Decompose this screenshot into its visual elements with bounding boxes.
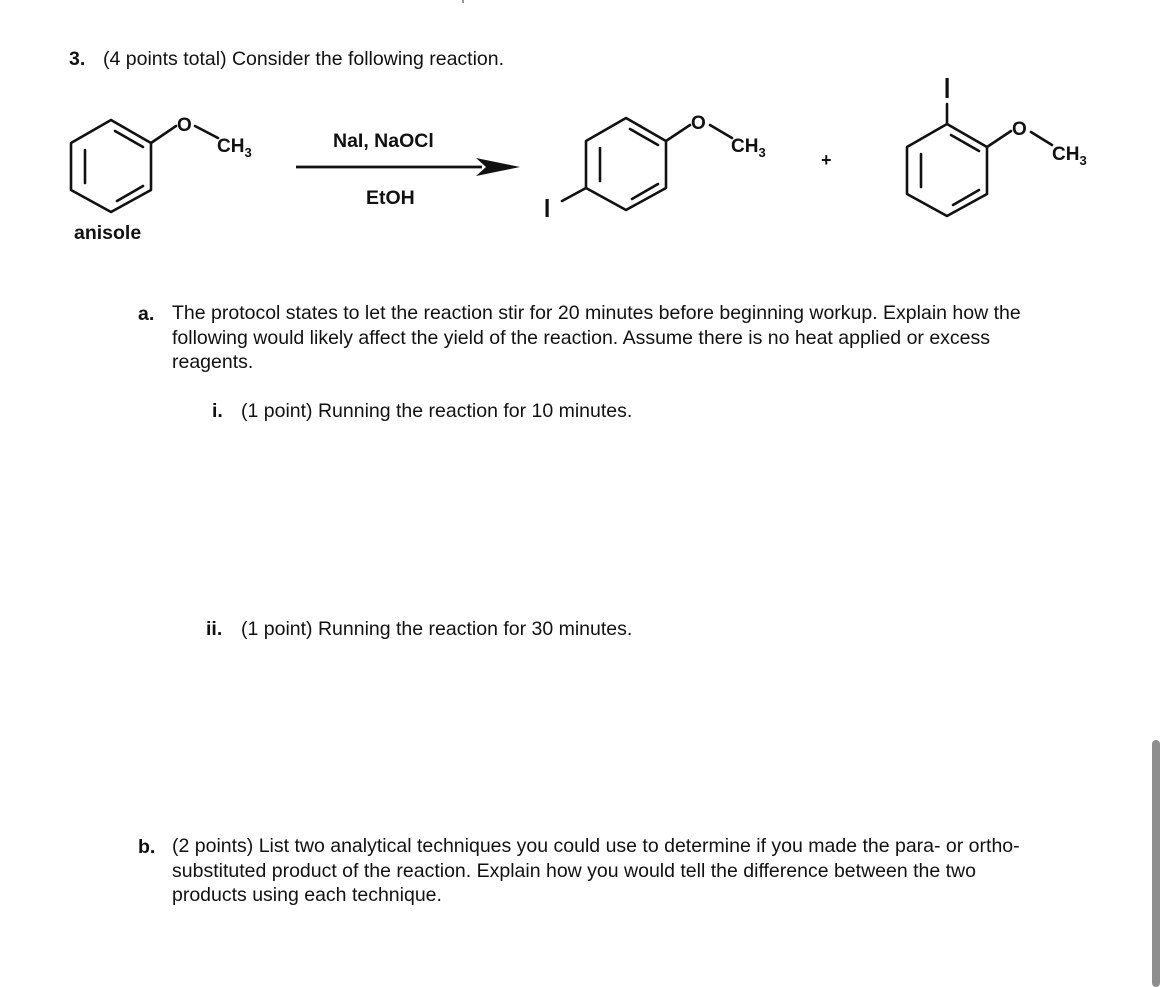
part-a-ii-numeral: ii. [206, 618, 223, 640]
plus-sign: + [821, 150, 832, 170]
anisole-methyl: $CH_3$ [217, 136, 252, 160]
ortho-iodine-bar [946, 78, 949, 98]
part-a-prompt [172, 301, 1021, 375]
part-a-line: following would likely affect the yield of the reaction. Assume there is no heat applied or excess [172, 326, 991, 349]
reagents-above-arrow: NaI, NaOCl [333, 130, 434, 152]
part-a-letter: a. [138, 303, 155, 325]
part-b-letter: b. [138, 836, 156, 858]
reactant-name-label: anisole [74, 222, 142, 244]
anisole-oxygen: O [177, 115, 192, 136]
part-a-i-numeral: i. [212, 400, 223, 422]
para-product-methyl: $CH_3$ [731, 136, 766, 160]
reagents-below-arrow: EtOH [366, 187, 415, 209]
para-product-benzene-ring [586, 118, 666, 210]
part-a-i-text: (1 point) Running the reaction for 10 minutes. [241, 400, 633, 422]
part-b-prompt [172, 834, 1020, 908]
ortho-product-oxygen: O [1012, 119, 1027, 140]
part-b-line: substituted product of the reaction. Explain how you would tell the difference between the two [172, 859, 976, 882]
anisole-benzene-ring [71, 120, 151, 212]
ortho-product-methyl: $CH_3$ [1052, 144, 1087, 168]
para-iodine-bar [546, 199, 549, 217]
vertical-scrollbar[interactable] [1152, 740, 1160, 987]
part-a-ii-text: (1 point) Running the reaction for 30 minutes. [241, 618, 633, 640]
part-b-line: (2 points) List two analytical techniques you could use to determine if you made the para- or ortho- [172, 835, 1020, 857]
question-intro: (4 points total) Consider the following reaction. [103, 48, 505, 70]
question-number: 3. [69, 48, 86, 70]
ortho-product-benzene-ring [907, 124, 987, 216]
para-product-oxygen: O [691, 113, 706, 134]
reaction-scheme [0, 0, 1170, 260]
part-a-line: The protocol states to let the reaction stir for 20 minutes before beginning workup. Explain how the [172, 302, 1021, 324]
part-b-line: products using each technique. [172, 884, 442, 906]
part-a-line: reagents. [172, 351, 254, 373]
reaction-arrow [296, 158, 520, 176]
